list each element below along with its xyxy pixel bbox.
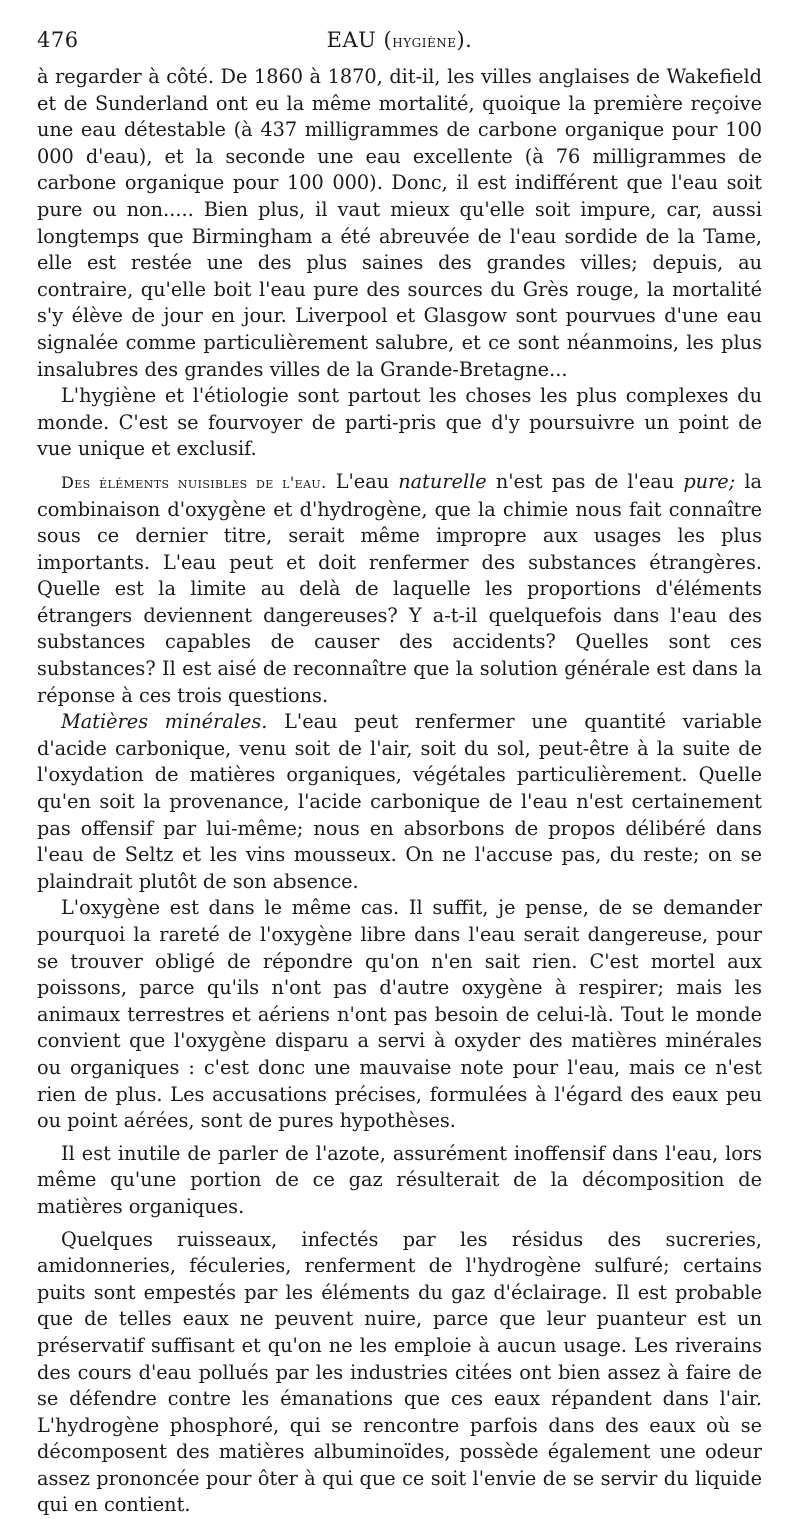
emphasis-pure: pure; [683,469,736,493]
paragraph-5: L'oxygène est dans le même cas. Il suffit, je pense, de se demander pourquoi la rareté de l'oxygène libre dans l'eau serait dangereuse, pour se trouver obligé de répondre qu'on n'en sait rien. C'est mortel aux poissons, parce qu'ils n'ont pas d'autre oxygène à respirer; mais les animaux terrestres et aériens n'ont pas besoin de celui-là. Tout le monde convient que l'oxygène disparu a servi à oxyder des matières minérales ou organiques : c'est donc une mauvaise note pour l'eau, mais ce n'est rien de plus. Les accusations précises, formulées à l'égard des eaux peu ou point aérées, sont de pures hypothèses. [37,896,762,1133]
running-title-main: EAU [326,28,377,52]
section-heading-matieres-minerales: Matières minérales. [61,710,268,734]
running-title: EAU (hygiène). [326,28,473,52]
running-title-subject: hygiène [392,32,457,52]
page-number: 476 [37,28,79,52]
emphasis-naturelle: naturelle [398,469,487,493]
paragraph-2: L'hygiène et l'étiologie sont partout les choses les plus complexes du monde. C'est se fourvoyer de parti-pris que d'y poursuivre un point de vue unique et exclusif. [37,384,762,461]
paragraph-7: Quelques ruisseaux, infectés par les résidus des sucreries, amidonneries, féculeries, renferment de l'hydrogène sulfuré; certains puits sont empestés par les éléments du gaz d'éclairage. Il est probable que de telles eaux ne peuvent nuire, parce que leur puanteur est un préservatif suffisant et qu'on ne les emploie à aucun usage. Les riverains des cours d'eau pollués par les industries citées ont bien assez à faire de se défendre contre les émanations que ces eaux répandent dans l'air. L'hydrogène phosphoré, qui se rencontre parfois dans des eaux où se décomposent des matières albuminoïdes, possède également une odeur assez prononcée pour ôter à qui que ce soit l'envie de se servir du liquide qui en contient. [37,1227,762,1517]
running-header [37,28,762,64]
body-text [37,64,762,1519]
paragraph-4: Matières minérales. L'eau peut renfermer une quantité variable d'acide carbonique, venu soit de l'air, soit du sol, peut-être à la suite de l'oxydation de matières organiques, végétales particulièrement. Quelle qu'en soit la provenance, l'acide carbonique de l'eau n'est certainement pas offensif par lui-même; nous en absorbons de propos délibéré dans l'eau de Seltz et les vins mousseux. On ne l'accuse pas, du reste; on se plaindrait plutôt de son absence. [37,710,762,893]
section-heading-elements-nuisibles: Des éléments nuisibles de l'eau. [61,472,327,492]
paragraph-6: Il est inutile de parler de l'azote, assurément inoffensif dans l'eau, lors même qu'une portion de ce gaz résulterait de la décomposition de matières organiques. [37,1141,762,1218]
paragraph-3: Des éléments nuisibles de l'eau. L'eau naturelle n'est pas de l'eau pure; la combinaison d'oxygène et d'hydrogène, que la chimie nous fait connaître sous ce dernier titre, serait même impropre aux usages les plus importants. L'eau peut et doit renfermer des substances étrangères. Quelle est la limite au delà de laquelle les proportions d'éléments étrangers deviennent dangereuses? Y a-t-il quelquefois dans l'eau des substances capables de causer des accidents? Quelles sont ces substances? Il est aisé de reconnaître que la solution générale est dans la réponse à ces trois questions. [37,469,762,707]
paragraph-1: à regarder à côté. De 1860 à 1870, dit-il, les villes anglaises de Wakefield et de Sunderland ont eu la même mortalité, quoique la première reçoive une eau détestable (à 437 milligrammes de carbone organique pour 100 000 d'eau), et la seconde une eau excellente (à 76 milligrammes de carbone organique pour 100 000). Donc, il est indifférent que l'eau soit pure ou non..... Bien plus, il vaut mieux qu'elle soit impure, car, aussi longtemps que Birmingham a été abreuvée de l'eau sordide de la Tame, elle est restée une des plus saines des grandes villes; depuis, au contraire, qu'elle boit l'eau pure des sources du Grès rouge, la mortalité s'y élève de jour en jour. Liverpool et Glasgow sont pourvues d'une eau signalée comme particulièrement salubre, et ce sont néanmoins, les plus insalubres des grandes villes de la Grande-Bretagne... [37,65,762,381]
